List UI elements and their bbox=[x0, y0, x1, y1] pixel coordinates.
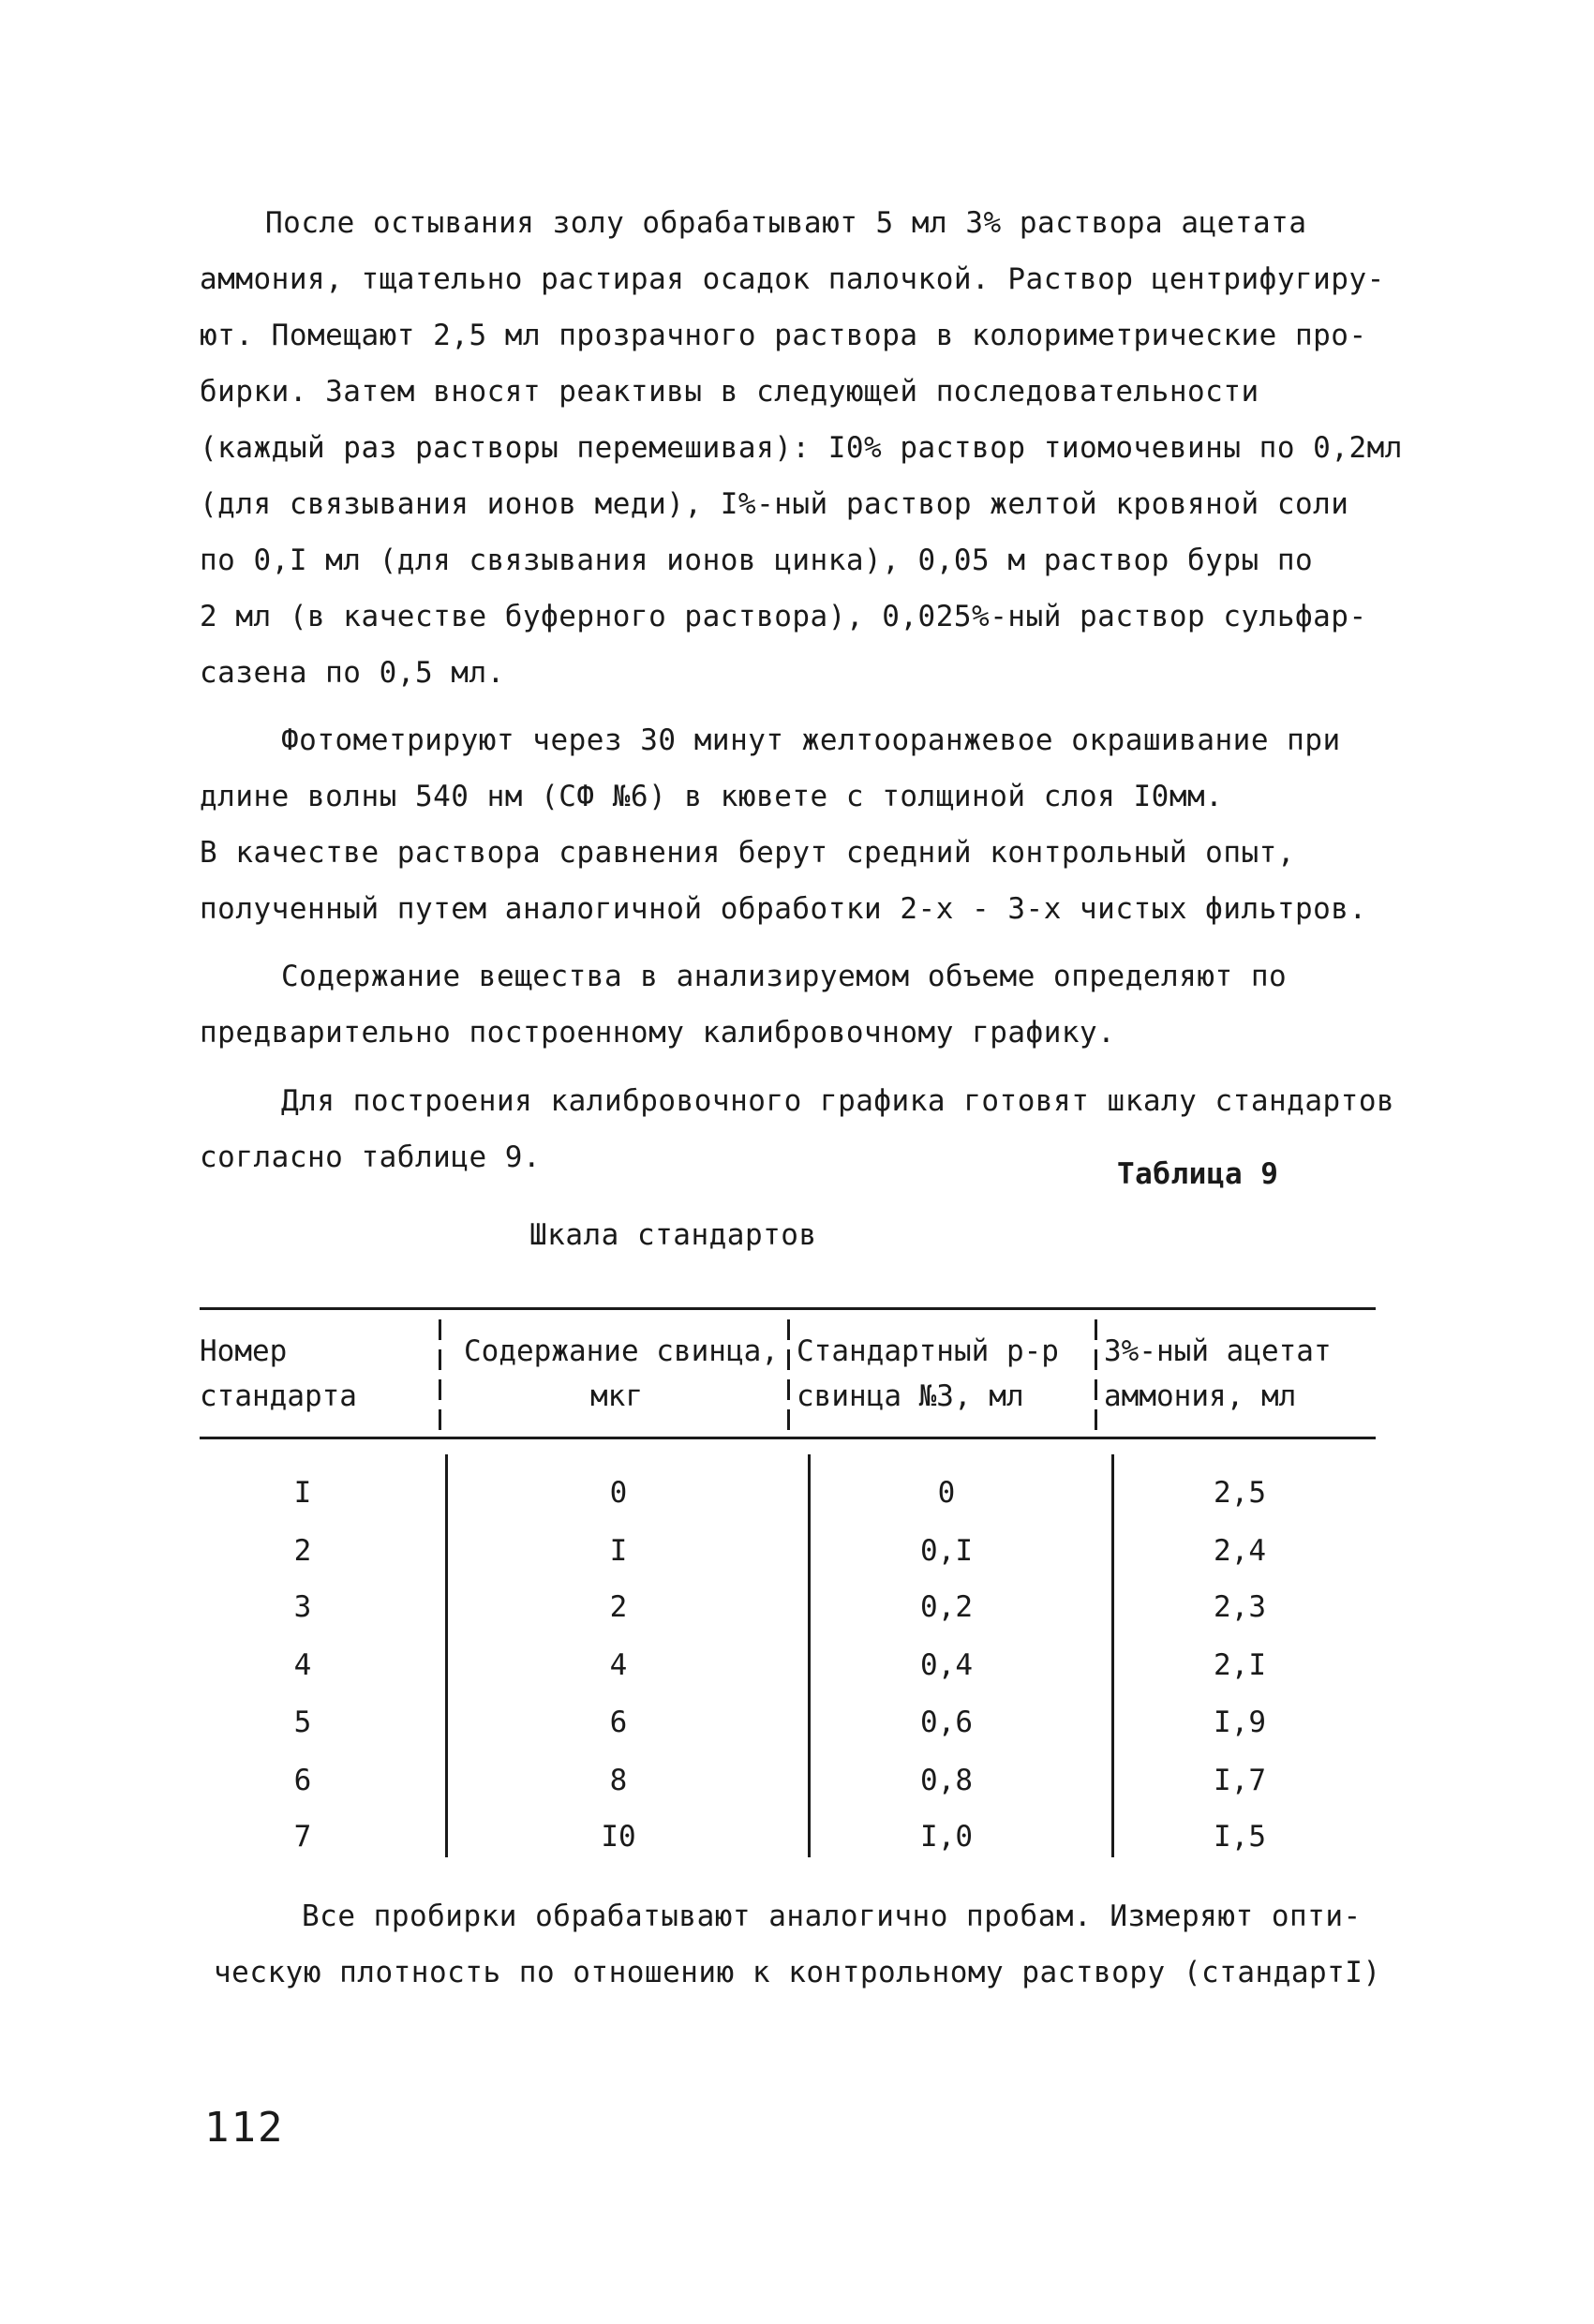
paragraph-line: ют. Помещают 2,5 мл прозрачного раствора в колориметрические про- bbox=[200, 319, 1367, 352]
table-cell: 5 bbox=[293, 1706, 312, 1739]
table-cell: 0,I bbox=[920, 1534, 973, 1568]
paragraph-line: предварительно построенному калибровочному графику. bbox=[200, 1016, 1116, 1050]
paragraph-line: (для связывания ионов меди), I%-ный раствор желтой кровяной соли bbox=[200, 487, 1349, 521]
table-cell: 2,3 bbox=[1214, 1590, 1266, 1624]
table-cell: 2 bbox=[293, 1534, 312, 1568]
paragraph-line: Фотометрируют через 30 минут желтооранжевое окрашивание при bbox=[281, 723, 1341, 757]
paragraph-line: Содержание вещества в анализируемом объеме определяют по bbox=[281, 960, 1288, 993]
table-cell: 0,8 bbox=[920, 1764, 973, 1797]
table-cell: 4 bbox=[609, 1648, 628, 1682]
table-cell: I0 bbox=[601, 1820, 636, 1854]
table-cell: I,9 bbox=[1214, 1706, 1266, 1739]
table-header: мкг bbox=[590, 1379, 643, 1413]
table-label: Таблица 9 bbox=[1117, 1157, 1279, 1191]
paragraph-line: по 0,I мл (для связывания ионов цинка), 0,05 м раствор буры по bbox=[200, 544, 1314, 577]
table-header: стандарта bbox=[200, 1379, 357, 1413]
header-separator bbox=[439, 1319, 441, 1430]
paragraph-line: длине волны 540 нм (СФ №6) в кювете с толщиной слоя I0мм. bbox=[200, 780, 1224, 813]
header-separator bbox=[1095, 1319, 1097, 1430]
table-cell: 2,4 bbox=[1214, 1534, 1266, 1568]
table-cell: 3 bbox=[293, 1590, 312, 1624]
column-separator bbox=[808, 1454, 811, 1857]
table-cell: 4 bbox=[293, 1648, 312, 1682]
table-header: Содержание свинца, bbox=[464, 1334, 779, 1368]
paragraph-line: аммония, тщательно растирая осадок палочкой. Раствор центрифугиру- bbox=[200, 262, 1385, 296]
table-header: Стандартный р-р bbox=[797, 1334, 1059, 1368]
table-header: Номер bbox=[200, 1334, 288, 1368]
table-header-rule bbox=[200, 1437, 1376, 1439]
paragraph-line: Все пробирки обрабатывают аналогично пробам. Измеряют опти- bbox=[302, 1899, 1362, 1933]
table-header: 3%-ный ацетат bbox=[1104, 1334, 1332, 1368]
table-cell: I bbox=[293, 1476, 312, 1510]
table-cell: 2,5 bbox=[1214, 1476, 1266, 1510]
paragraph-line: ческую плотность по отношению к контрольному раствору (стандартI) bbox=[214, 1956, 1381, 1989]
header-separator bbox=[787, 1319, 790, 1430]
table-cell: 0 bbox=[937, 1476, 956, 1510]
table-cell: 2 bbox=[609, 1590, 628, 1624]
paragraph-line: 2 мл (в качестве буферного раствора), 0,025%-ный раствор сульфар- bbox=[200, 600, 1367, 633]
table-title: Шкала стандартов bbox=[529, 1218, 817, 1252]
table-cell: I,5 bbox=[1214, 1820, 1266, 1854]
table-cell: 2,I bbox=[1214, 1648, 1266, 1682]
table-header: свинца №3, мл bbox=[797, 1379, 1024, 1413]
table-top-rule bbox=[200, 1307, 1376, 1310]
column-separator bbox=[1111, 1454, 1114, 1857]
table-cell: 0,6 bbox=[920, 1706, 973, 1739]
table-cell: I,7 bbox=[1214, 1764, 1266, 1797]
page-number: 112 bbox=[204, 2104, 285, 2152]
table-cell: 6 bbox=[609, 1706, 628, 1739]
table-cell: 7 bbox=[293, 1820, 312, 1854]
paragraph-line: полученный путем аналогичной обработки 2-х - 3-х чистых фильтров. bbox=[200, 892, 1367, 926]
paragraph-line: бирки. Затем вносят реактивы в следующей последовательности bbox=[200, 375, 1259, 409]
paragraph-line: согласно таблице 9. bbox=[200, 1140, 542, 1174]
paragraph-line: сазена по 0,5 мл. bbox=[200, 656, 505, 690]
table-cell: I,0 bbox=[920, 1820, 973, 1854]
table-cell: 0,4 bbox=[920, 1648, 973, 1682]
table-cell: I bbox=[609, 1534, 628, 1568]
paragraph-line: После остывания золу обрабатывают 5 мл 3% раствора ацетата bbox=[265, 206, 1307, 240]
table-cell: 6 bbox=[293, 1764, 312, 1797]
table-cell: 8 bbox=[609, 1764, 628, 1797]
paragraph-line: В качестве раствора сравнения берут средний контрольный опыт, bbox=[200, 836, 1295, 870]
table-cell: 0,2 bbox=[920, 1590, 973, 1624]
paragraph-line: (каждый раз растворы перемешивая): I0% раствор тиомочевины по 0,2мл bbox=[200, 431, 1403, 465]
table-cell: 0 bbox=[609, 1476, 628, 1510]
column-separator bbox=[445, 1454, 448, 1857]
paragraph-line: Для построения калибровочного графика готовят шкалу стандартов bbox=[281, 1084, 1395, 1118]
table-header: аммония, мл bbox=[1104, 1379, 1297, 1413]
